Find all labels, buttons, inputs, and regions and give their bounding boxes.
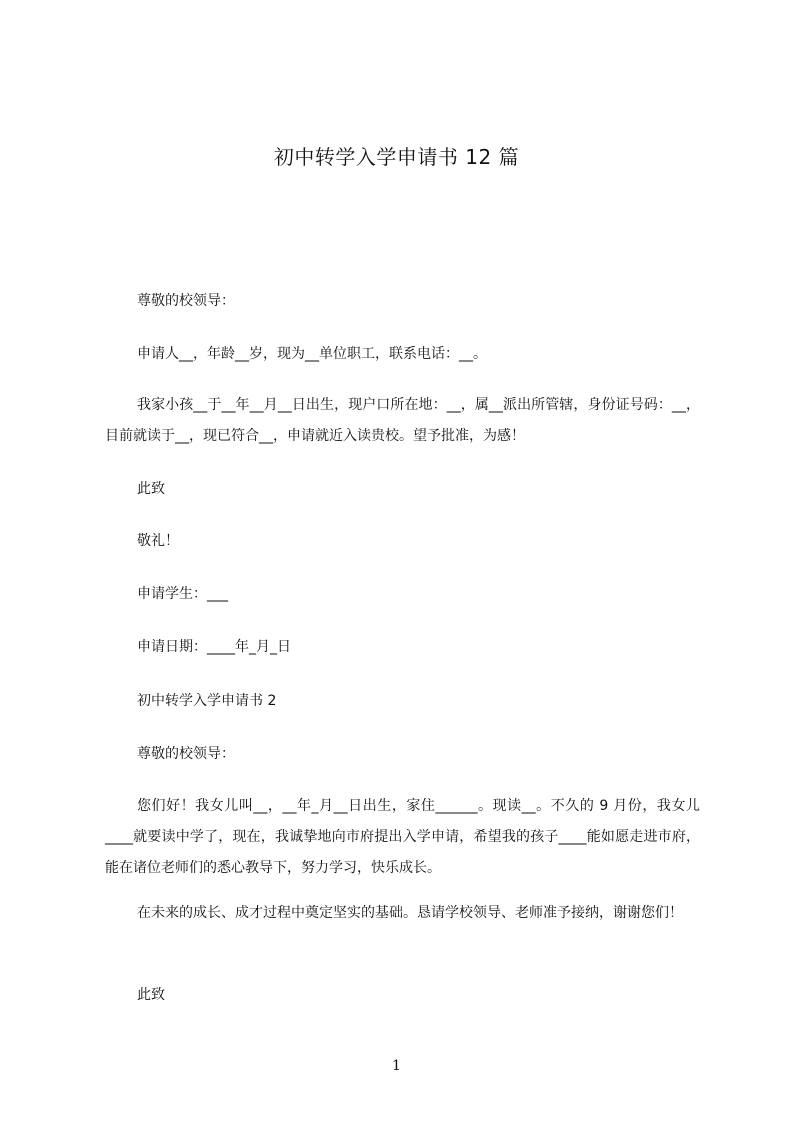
closing-line: 此致 xyxy=(137,987,165,1003)
applicant-info: 申请人__，年龄__岁，现为__单位职工，联系电话：__。 xyxy=(137,346,487,362)
salutation: 尊敬的校领导： xyxy=(137,746,235,762)
section-subtitle: 初中转学入学申请书 2 xyxy=(137,693,277,709)
salutation: 尊敬的校领导： xyxy=(137,293,235,309)
page-number: 1 xyxy=(392,1058,401,1074)
closing-line: 此致 xyxy=(137,481,165,497)
body-paragraph: 我家小孩__于__年__月__日出生，现户口所在地：__，属__派出所管辖，身份证号码：__，目前就读于__，现已符合__，申请就近入读贵校。望予批准，为感！ xyxy=(105,397,700,444)
student-signature: 申请学生：___ xyxy=(137,586,228,602)
body-paragraph: 在未来的成长、成才过程中奠定坚实的基础。恳请学校领导、老师准予接纳，谢谢您们！ xyxy=(137,905,683,921)
body-paragraph: 您们好！我女儿叫__，__年_月__日出生，家住______。现读__。不久的 9 月份，我女儿____就要读中学了，现在，我诚挚地向市府提出入学申请，希望我的孩子____能如愿走进市府，能在诸位老师们的悉心教导下，努力学习，快乐成长。 xyxy=(105,798,700,876)
document-title: 初中转学入学申请书 12 篇 xyxy=(273,145,520,169)
application-date: 申请日期：____年_月_日 xyxy=(137,639,291,655)
respect-line: 敬礼！ xyxy=(137,533,179,549)
